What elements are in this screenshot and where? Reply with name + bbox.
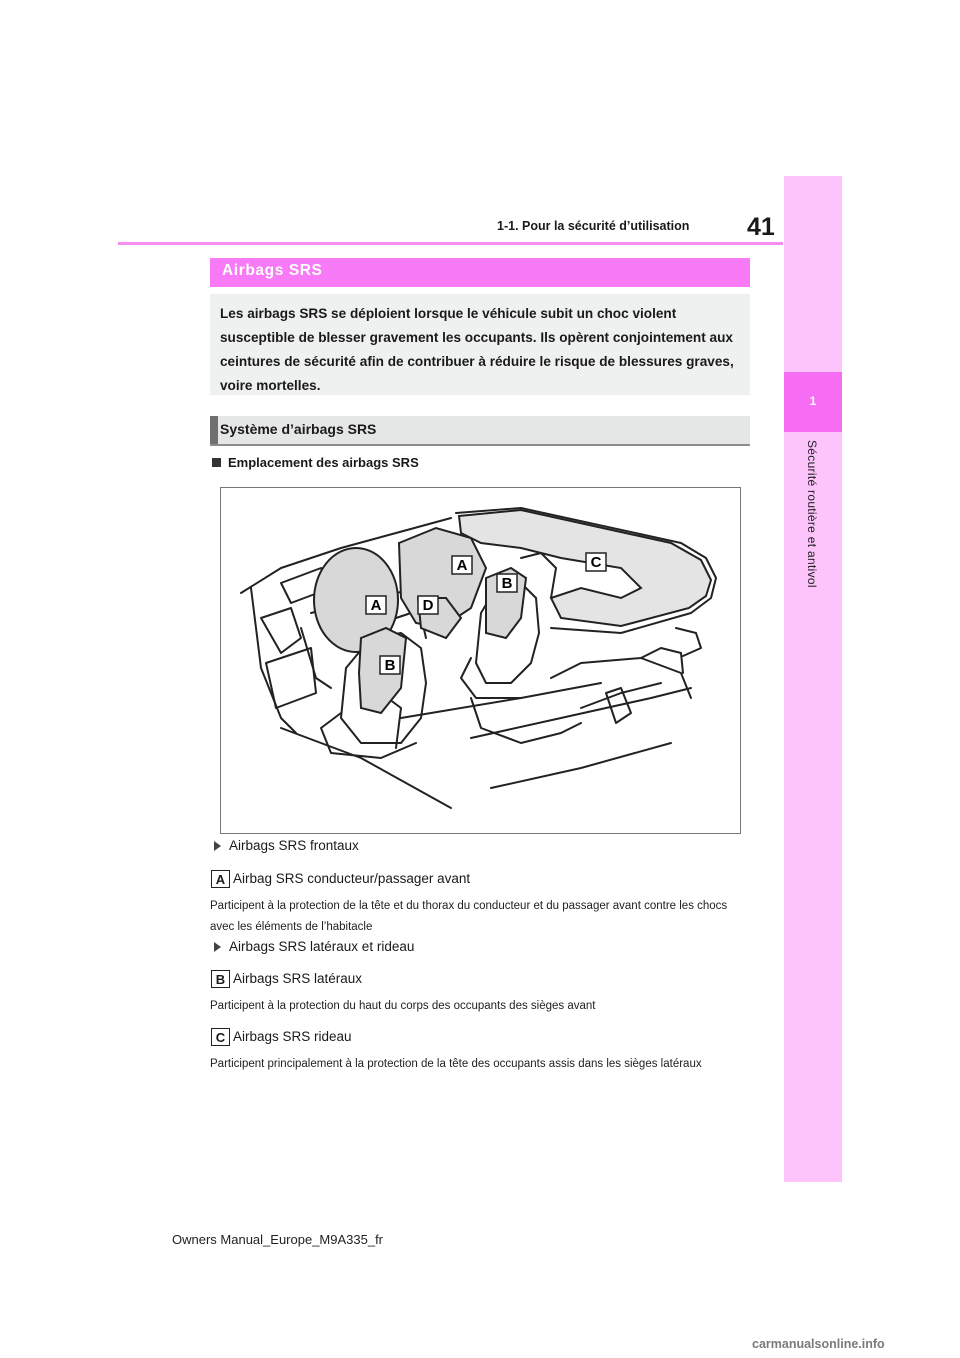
intro-text: Les airbags SRS se déploient lorsque le véhicule subit un choc violent susceptible de blesser gravement les occupants. Ils opèrent conjointement aux ceintures de sécurité afin de contribuer à réduire le risque de blessures graves, voire mortelles. <box>220 306 734 393</box>
section-title: Airbags SRS <box>222 262 323 279</box>
subsection-rule <box>210 444 750 446</box>
item-a-label: Airbag SRS conducteur/passager avant <box>233 871 471 886</box>
letter-a-icon: A <box>211 870 230 888</box>
callout-c-curtain: C <box>590 554 602 571</box>
subsection-title: Système d’airbags SRS <box>220 421 377 437</box>
header-section-title: 1-1. Pour la sécurité d’utilisation <box>497 219 690 233</box>
square-bullet-icon <box>212 458 221 467</box>
side-group-label: Airbags SRS latéraux et rideau <box>229 939 415 954</box>
location-heading: Emplacement des airbags SRS <box>228 455 419 470</box>
callout-b-passenger: B <box>501 575 513 592</box>
header-rule <box>118 242 783 245</box>
page-number: 41 <box>747 213 775 241</box>
car-interior-drawing <box>221 488 740 833</box>
letter-b-icon: B <box>211 970 230 988</box>
chapter-title: Sécurité routière et antivol <box>805 440 819 588</box>
watermark: carmanualsonline.info <box>752 1337 885 1351</box>
letter-c-icon: C <box>211 1028 230 1046</box>
chapter-side-tab <box>784 176 842 1182</box>
floor-line <box>281 728 451 808</box>
callout-b-driver: B <box>384 657 396 674</box>
item-b-label: Airbags SRS latéraux <box>233 971 363 986</box>
triangle-bullet-icon <box>214 942 221 952</box>
frontal-group-label: Airbags SRS frontaux <box>229 838 359 853</box>
callout-a-passenger: A <box>456 557 468 574</box>
airbag-illustration <box>220 487 741 834</box>
item-c-label: Airbags SRS rideau <box>233 1029 352 1044</box>
callout-d-knee: D <box>422 597 434 614</box>
chapter-number: 1 <box>809 394 817 408</box>
side-window-front <box>266 648 316 708</box>
item-c-description: Participent principalement à la protection de la tête des occupants assis dans les sièges latéraux <box>210 1058 702 1070</box>
footer-manual-id: Owners Manual_Europe_M9A335_fr <box>172 1232 384 1247</box>
item-b-description: Participent à la protection du haut du corps des occupants des sièges avant <box>210 1000 596 1012</box>
item-a-description: Participent à la protection de la tête et du thorax du conducteur et du passager avant contre les chocs avec les éléments de l’habitacle <box>210 900 728 933</box>
triangle-bullet-icon <box>214 841 221 851</box>
callout-a-driver: A <box>370 597 382 614</box>
